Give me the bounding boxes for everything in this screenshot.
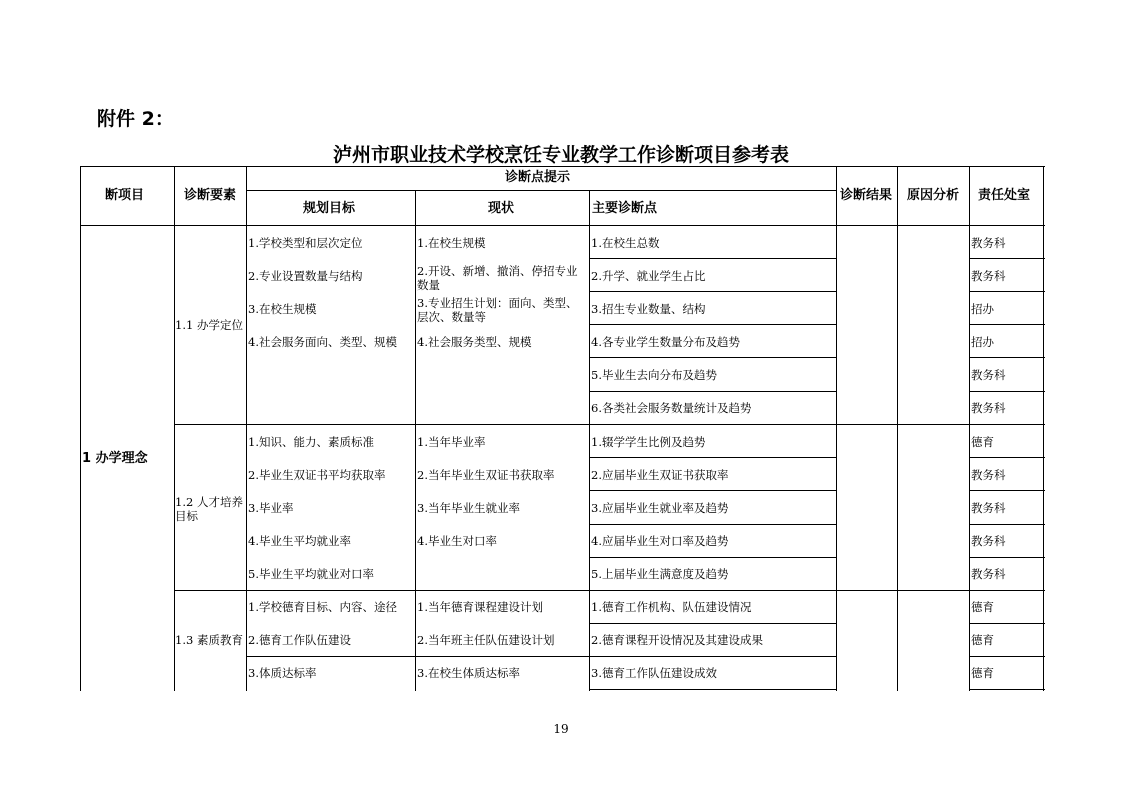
office-divider bbox=[969, 291, 1045, 292]
col-border bbox=[1043, 166, 1044, 691]
office-cell: 教务科 bbox=[971, 468, 1006, 482]
point-cell: 5.上届毕业生满意度及趋势 bbox=[591, 567, 729, 581]
office-divider bbox=[969, 623, 1045, 624]
project-name: 1 办学理念 bbox=[82, 451, 148, 466]
office-cell: 德育 bbox=[971, 435, 994, 449]
col-border bbox=[246, 166, 247, 691]
point-cell: 5.毕业生去向分布及趋势 bbox=[591, 368, 717, 382]
status-cell: 2.当年毕业生双证书获取率 bbox=[417, 468, 555, 482]
office-divider bbox=[969, 557, 1045, 558]
row-divider bbox=[246, 656, 836, 657]
office-cell: 教务科 bbox=[971, 236, 1006, 250]
header-plan: 规划目标 bbox=[303, 201, 356, 216]
status-cell: 3.当年毕业生就业率 bbox=[417, 501, 520, 515]
col-border bbox=[969, 166, 970, 691]
plan-cell: 2.专业设置数量与结构 bbox=[248, 269, 363, 283]
office-cell: 德育 bbox=[971, 633, 994, 647]
plan-cell: 4.社会服务面向、类型、规模 bbox=[248, 335, 397, 349]
row-divider bbox=[589, 357, 836, 358]
header-main: 主要诊断点 bbox=[592, 201, 658, 216]
status-cell: 3.在校生体质达标率 bbox=[417, 666, 520, 680]
plan-cell: 3.毕业率 bbox=[248, 501, 294, 515]
header-hint: 诊断点提示 bbox=[505, 170, 571, 185]
plan-cell: 1.学校类型和层次定位 bbox=[248, 236, 363, 250]
plan-cell: 1.知识、能力、素质标准 bbox=[248, 435, 374, 449]
page-title: 泸州市职业技术学校烹饪专业教学工作诊断项目参考表 bbox=[332, 144, 789, 166]
point-cell: 1.德育工作机构、队伍建设情况 bbox=[591, 600, 752, 614]
col-border bbox=[589, 190, 590, 691]
row-divider bbox=[589, 689, 836, 690]
row-divider bbox=[589, 490, 836, 491]
point-cell: 6.各类社会服务数量统计及趋势 bbox=[591, 401, 752, 415]
office-cell: 教务科 bbox=[971, 501, 1006, 515]
point-cell: 4.应届毕业生对口率及趋势 bbox=[591, 534, 729, 548]
plan-cell: 1.学校德育目标、内容、途径 bbox=[248, 600, 397, 614]
office-divider bbox=[969, 391, 1045, 392]
status-cell: 3.专业招生计划：面向、类型、层次、数量等 bbox=[417, 296, 578, 324]
office-cell: 招办 bbox=[971, 335, 994, 349]
element-cell: 1.3 素质教育 bbox=[175, 633, 243, 647]
point-cell: 4.各专业学生数量分布及趋势 bbox=[591, 335, 740, 349]
point-cell: 2.升学、就业学生占比 bbox=[591, 269, 706, 283]
office-cell: 招办 bbox=[971, 302, 994, 316]
office-divider bbox=[969, 689, 1045, 690]
status-cell: 1.在校生规模 bbox=[417, 236, 486, 250]
row-divider bbox=[589, 324, 836, 325]
office-cell: 教务科 bbox=[971, 368, 1006, 382]
office-cell: 教务科 bbox=[971, 567, 1006, 581]
col-border bbox=[80, 166, 81, 691]
page-number: 19 bbox=[553, 722, 569, 736]
col-border bbox=[836, 166, 837, 691]
col-border bbox=[415, 190, 416, 691]
plan-cell: 3.体质达标率 bbox=[248, 666, 317, 680]
row-divider bbox=[589, 291, 836, 292]
point-cell: 3.招生专业数量、结构 bbox=[591, 302, 706, 316]
header-office: 责任处室 bbox=[978, 188, 1031, 203]
plan-cell: 2.德育工作队伍建设 bbox=[248, 633, 351, 647]
office-divider bbox=[969, 524, 1045, 525]
office-divider bbox=[969, 457, 1045, 458]
plan-cell: 4.毕业生平均就业率 bbox=[248, 534, 351, 548]
status-cell: 2.开设、新增、撤消、停招专业数量 bbox=[417, 264, 578, 292]
row-divider bbox=[589, 258, 836, 259]
office-divider bbox=[969, 490, 1045, 491]
row-divider bbox=[589, 457, 836, 458]
office-divider bbox=[969, 357, 1045, 358]
header-result: 诊断结果 bbox=[840, 188, 893, 203]
section-divider-1 bbox=[174, 424, 1045, 425]
point-cell: 1.在校生总数 bbox=[591, 236, 660, 250]
plan-cell: 5.毕业生平均就业对口率 bbox=[248, 567, 374, 581]
point-cell: 3.应届毕业生就业率及趋势 bbox=[591, 501, 729, 515]
status-cell: 1.当年毕业率 bbox=[417, 435, 486, 449]
table-top-border bbox=[80, 166, 1045, 167]
element-cell: 1.2 人才培养目标 bbox=[175, 495, 243, 523]
header-divider bbox=[247, 190, 836, 191]
col-border bbox=[897, 166, 898, 691]
office-divider bbox=[969, 324, 1045, 325]
element-cell: 1.1 办学定位 bbox=[175, 318, 243, 332]
point-cell: 1.辍学学生比例及趋势 bbox=[591, 435, 706, 449]
section-divider-2 bbox=[174, 590, 1045, 591]
plan-cell: 2.毕业生双证书平均获取率 bbox=[248, 468, 386, 482]
office-cell: 德育 bbox=[971, 666, 994, 680]
diagnosis-table bbox=[80, 166, 1045, 691]
header-bottom-border bbox=[80, 225, 1045, 226]
office-divider bbox=[969, 258, 1045, 259]
row-divider bbox=[589, 524, 836, 525]
status-cell: 4.毕业生对口率 bbox=[417, 534, 497, 548]
status-cell: 2.当年班主任队伍建设计划 bbox=[417, 633, 555, 647]
plan-cell: 3.在校生规模 bbox=[248, 302, 317, 316]
point-cell: 2.应届毕业生双证书获取率 bbox=[591, 468, 729, 482]
office-cell: 教务科 bbox=[971, 269, 1006, 283]
point-cell: 3.德育工作队伍建设成效 bbox=[591, 666, 717, 680]
col-border bbox=[174, 166, 175, 691]
header-element: 诊断要素 bbox=[184, 188, 237, 203]
office-divider bbox=[969, 656, 1045, 657]
attachment-label: 附件 2： bbox=[97, 108, 174, 130]
office-cell: 教务科 bbox=[971, 534, 1006, 548]
header-status: 现状 bbox=[488, 201, 515, 216]
status-cell: 4.社会服务类型、规模 bbox=[417, 335, 532, 349]
row-divider bbox=[589, 391, 836, 392]
header-reason: 原因分析 bbox=[907, 188, 960, 203]
office-cell: 教务科 bbox=[971, 401, 1006, 415]
row-divider bbox=[589, 623, 836, 624]
office-cell: 德育 bbox=[971, 600, 994, 614]
header-item: 断项目 bbox=[105, 188, 145, 203]
point-cell: 2.德育课程开设情况及其建设成果 bbox=[591, 633, 763, 647]
row-divider bbox=[589, 557, 836, 558]
status-cell: 1.当年德育课程建设计划 bbox=[417, 600, 543, 614]
